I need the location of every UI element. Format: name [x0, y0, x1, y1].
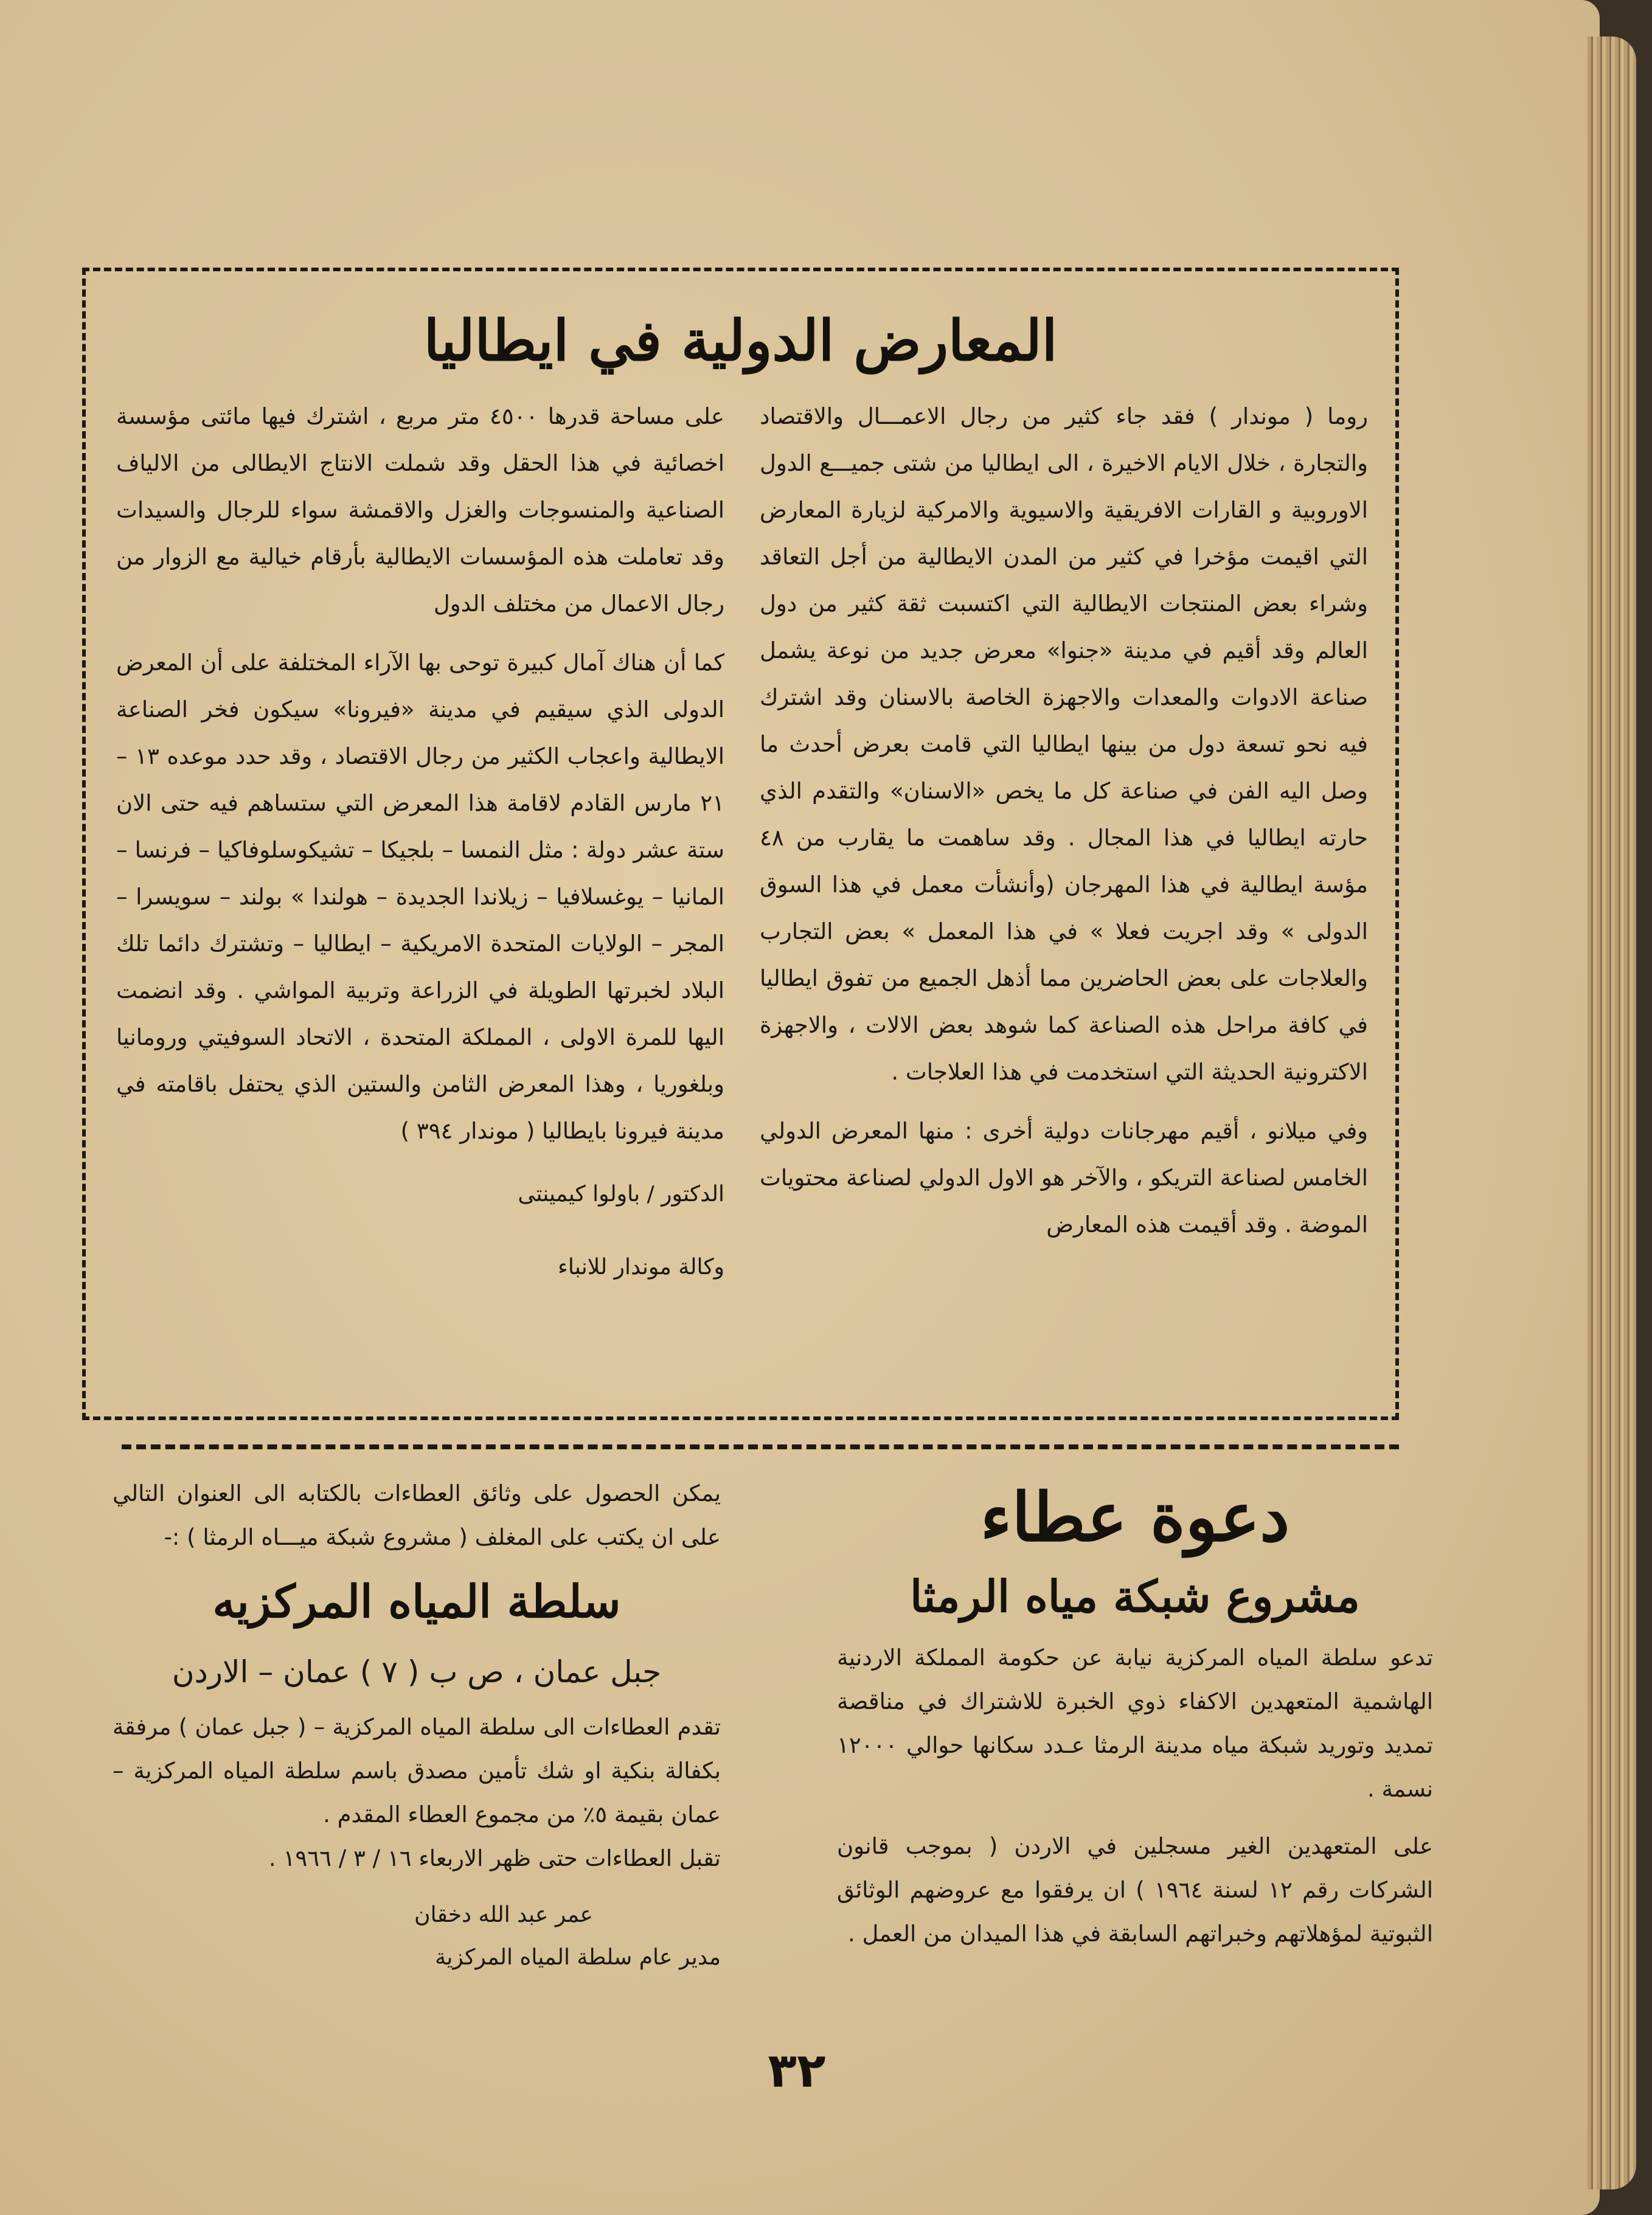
article-title: المعارض الدولية في ايطاليا	[423, 308, 1058, 373]
tender-body	[837, 1636, 1433, 1956]
article-paragraph: كما أن هناك آمال كبيرة توحى بها الآراء المختلفة على أن المعرض الدولى الذي سيقيم في مدينة «فيرونا» سيكون فخر الصناعة الايطالية واعجاب الكثير من رجال الاقتصاد ، وقد حدد موعده ١٣ – ٢١ مارس القادم لاقامة هذا المعرض التي ستساهم فيه حتى الان ستة عشر دولة : مثل النمسا – بلجيكا – تشيكوسلوفاكيا – فرنسا – المانيا – يوغسلافيا – زيلاندا الجديدة – هولندا » بولند – سويسرا – المجر – الولايات المتحدة الامريكية – ايطاليا – وتشترك دائما تلك البلاد لخبرتها الطويلة في الزراعة وتربية المواشي . وقد انضمت اليها للمرة الاولى ، المملكة المتحدة ، الاتحاد السوفيتي ورومانيا وبلغوريا ، وهذا المعرض الثامن والستين الذي يحتفل باقامته في مدينة فيرونا بايطاليا ( موندار ٣٩٤ )	[116, 650, 725, 1144]
tender-detail-paragraph: تقدم العطاءات الى سلطة المياه المركزية – ( جبل عمان ) مرفقة بكفالة بنكية او شك تأمين مصدق باسم سلطة المياه المركزية – عمان بقيمة ٥٪ من مجموع العطاء المقدم .	[113, 1714, 721, 1828]
tender-detail-paragraph: تقبل العطاءات حتى ظهر الاربعاء ١٦ / ٣ / ١٩٦٦ .	[268, 1845, 721, 1871]
tender-title: دعوة عطاء	[980, 1478, 1290, 1556]
tender-details	[113, 1472, 721, 1979]
article-box	[82, 268, 1399, 1420]
tender-notice	[837, 1472, 1433, 1969]
article-agency: وكالة موندار للانباء	[557, 1255, 724, 1280]
tender-subtitle: مشروع شبكة مياه الرمثا	[910, 1570, 1360, 1622]
authority-name: سلطة المياه المركزيه	[212, 1576, 621, 1628]
page-number: ٣٢	[768, 2043, 826, 2098]
article-left-column	[116, 393, 724, 1292]
article-right-column	[760, 393, 1368, 1260]
tender-details-body	[113, 1705, 721, 1880]
article-paragraph: روما ( موندار ) فقد جاء كثير من رجال الاعمـــال والاقتصاد والتجارة ، خلال الايام الاخيرة ، الى ايطاليا من شتى جميـــع الدول الاوروبية و القارات الافريقية والاسيوية والامركية لزيارة المعارض التي اقيمت مؤخرا في كثير من المدن الايطالية من أجل التعاقد وشراء بعض المنتجات الايطالية التي اكتسبت ثقة كثير من دول العالم وقد أقيم في مدينة «جنوا» معرض جديد من نوعة يشمل صناعة الادوات والمعدات والاجهزة الخاصة بالاسنان وقد اشترك فيه نحو تسعة دول من بينها ايطاليا التي قامت بعرض أحدث ما وصل اليه الفن في صناعة كل ما يخص «الاسنان» والتقدم الذي حارته ايطاليا في هذا المجال . وقد ساهمت ما يقارب من ٤٨ مؤسة ايطالية في هذا المهرجان (وأنشأت معمل في هذا السوق الدولى » وقد اجريت فعلا » في هذا المعمل » بعض التجارب والعلاجات على بعض الحاضرين مما أذهل الجميع من تفوق ايطاليا في كافة مراحل هذه الصناعة كما شوهد بعض الالات ، والاجهزة الاكترونية الحديثة التي استخدمت في هذا العلاجات .	[760, 403, 1368, 1085]
signatory-title: مدير عام سلطة المياه المركزية	[435, 1945, 721, 1970]
authority-address: جبل عمان ، ص ب ( ٧ ) عمان – الاردن	[172, 1654, 662, 1690]
tender-paragraph: على المتعهدين الغير مسجلين في الاردن ( بموجب قانون الشركات رقم ١٢ لسنة ١٩٦٤ ) ان يرفقوا مع عروضهم الوثائق الثبوتية لمؤهلاتهم وخبراتهم السابقة في هذا الميدان من العمل .	[837, 1833, 1434, 1947]
article-paragraph: وفي ميلانو ، أقيم مهرجانات دولية أخرى : منها المعرض الدولي الخامس لصناعة التريكو ، والآخر هو الاول الدولي لصناعة محتويات الموضة . وقد أقيمت هذه المعارض	[760, 1118, 1368, 1238]
tender-paragraph: تدعو سلطة المياه المركزية نيابة عن حكومة المملكة الاردنية الهاشمية المتعهدين الاكفاء ذوي الخبرة للاشتراك في مناقصة تمديد وتوريد شبكة مياه مدينة الرمثا عـدد سكانها حوالي ١٢٠٠٠ نسمة .	[837, 1645, 1433, 1802]
tender-intro: يمكن الحصول على وثائق العطاءات بالكتابه الى العنوان التالي على ان يكتب على المغلف ( مشروع شبكة ميـــاه الرمثا ) :-	[113, 1480, 721, 1550]
page-stack-edges	[1588, 36, 1636, 2189]
section-divider	[122, 1444, 1399, 1449]
article-paragraph: على مساحة قدرها ٤٥٠٠ متر مربع ، اشترك فيها مائتى مؤسسة اخصائية في هذا الحقل وقد شملت الانتاج الايطالى من الالياف الصناعية والمنسوجات والغزل والاقمشة سواء للرجال والسيدات وقد تعاملت هذه المؤسسات الايطالية بأرقام خيالية مع الزوار من رجال الاعمال من مختلف الدول	[116, 403, 724, 617]
signatory-name: عمر عبد الله دخقان	[414, 1902, 593, 1927]
article-author: الدكتور / باولوا كيمينتى	[518, 1182, 724, 1207]
